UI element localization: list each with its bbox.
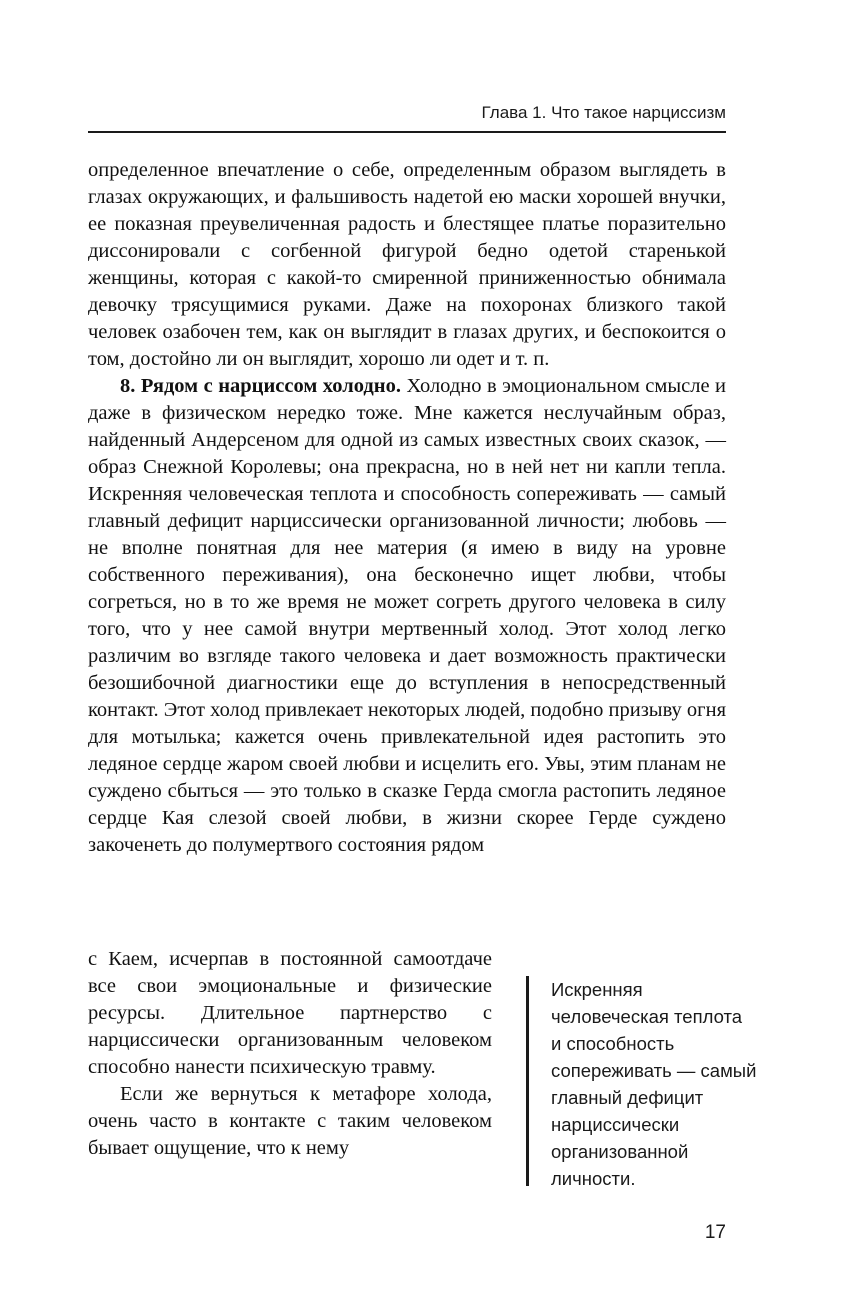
main-text-block [88, 157, 726, 859]
pull-quote [526, 976, 776, 1189]
paragraph-continued: определенное впечатление о себе, определенным образом выглядеть в глазах окружающих, и фальшивость надетой ею маски хорошей внучки, ее показная преувеличенная радость и блестящее платье поразительно диссонировали с согбенной фигурой бедно одетой старенькой женщины, которая с какой-то смиренной приниженностью обнимала девочку трясущимися руками. Даже на похоронах близкого такой человек озабочен тем, как он выглядит в глазах других, и беспокоится о том, достойно ли он выглядит, хорошо ли одет и т. п. [88, 159, 726, 370]
wrapped-text-block [88, 946, 492, 1162]
pull-quote-line: сопереживать — самый [551, 1060, 757, 1081]
point-8-heading: 8. Рядом с нарциссом холодно. [120, 375, 401, 397]
paragraph-cold-metaphor: Если же вернуться к метафоре холода, очень часто в контакте с таким человеком бывает ощущение, что к нему [88, 1083, 492, 1159]
pull-quote-line: организованной [551, 1141, 689, 1162]
pull-quote-line: главный дефицит [551, 1087, 704, 1108]
pull-quote-line: нарциссически [551, 1114, 680, 1135]
point-8-body: Холодно в эмоциональном смысле и даже в физическом нередко тоже. Мне кажется неслучайным образ, найденный Андерсеном для одной из самых известных своих сказок, — образ Снежной Королевы; она прекрасна, но в ней нет ни капли тепла. Искренняя человеческая теплота и способность сопереживать — самый главный дефицит нарциссически организованной личности; любовь — не вполне понятная для нее материя (я имею в виду на уровне собственного переживания), она бесконечно ищет любви, чтобы согреться, но в то же время не может согреть другого человека в силу того, что у нее самой внутри мертвенный холод. Этот холод легко различим во взгляде такого человека и дает возможность практически безошибочной диагностики еще до вступления в непосредственный контакт. Этот холод привлекает некоторых людей, подобно призыву огня для мотылька; кажется очень привлекательной идея растопить это ледяное сердце жаром своей любви и исцелить его. Увы, этим планам не суждено сбыться — это только в сказке Герда смогла растопить ледяное сердце Кая слезой своей любви, в жизни скорее Герде суждено закоченеть до полумертвого состояния рядом [88, 375, 727, 856]
pull-quote-line: личности. [551, 1168, 636, 1189]
paragraph-point-8-continued: с Каем, исчерпав в постоянной самоотдаче все свои эмоциональные и физические ресурсы. Длительное партнерство с нарциссически организованным человеком способно нанести психическую травму. [88, 948, 492, 1078]
chapter-title: Глава 1. Что такое нарциссизм [481, 103, 726, 122]
pull-quote-line: Искренняя [551, 979, 643, 1000]
running-head [88, 103, 726, 133]
paragraph-point-8 [88, 373, 726, 859]
pull-quote-line: человеческая теплота [551, 1006, 743, 1027]
page-number: 17 [704, 1222, 726, 1243]
pull-quote-line: и способность [551, 1033, 675, 1054]
